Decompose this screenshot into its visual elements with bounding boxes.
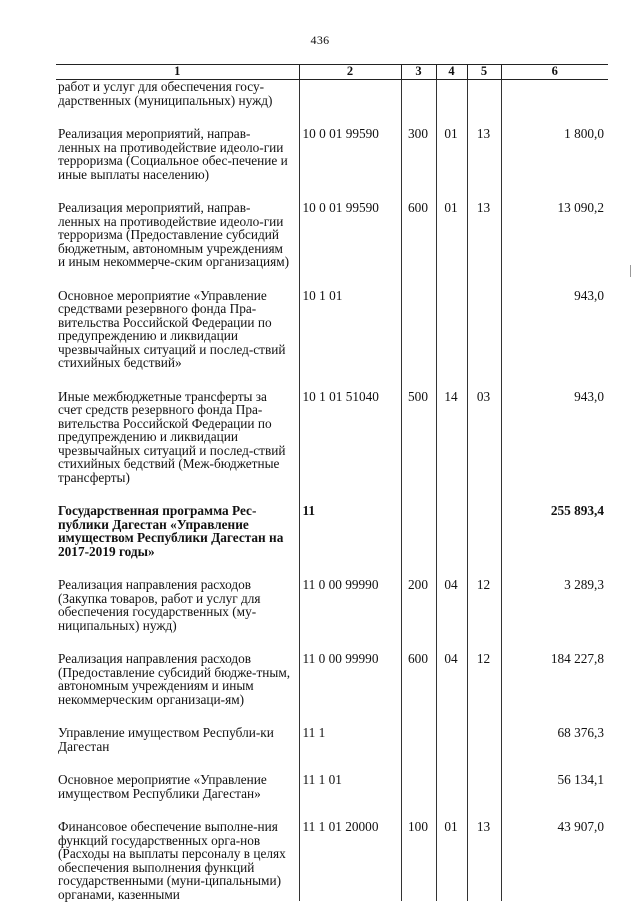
row-expense-type	[401, 504, 436, 558]
row-section: 04	[436, 578, 467, 632]
row-name: Управление имуществом Республи-ки Дагестан	[58, 725, 274, 754]
row-section	[436, 80, 467, 108]
row-amount: 943,0	[501, 390, 608, 485]
row-subsection: 13	[467, 201, 501, 269]
row-expense-type: 600	[401, 652, 436, 706]
row-name: Реализация направления расходов (Предоставление субсидий бюдже-тным, автономным учреждениям и иным некоммерческим организаци-ям)	[58, 651, 291, 707]
row-section: 04	[436, 652, 467, 706]
row-code: 11 0 00 99990	[299, 578, 401, 632]
row-amount: 3 289,3	[501, 578, 608, 632]
column-header-1: 1	[56, 65, 299, 80]
row-section	[436, 773, 467, 800]
table-row	[56, 289, 608, 370]
row-expense-type: 200	[401, 578, 436, 632]
row-subsection: 12	[467, 578, 501, 632]
row-amount: 184 227,8	[501, 652, 608, 706]
row-section: 14	[436, 390, 467, 485]
row-expense-type	[401, 726, 436, 753]
column-header-4: 4	[436, 65, 467, 80]
row-spacer	[56, 269, 608, 289]
row-subsection: 13	[467, 127, 501, 181]
page-number: 436	[310, 33, 330, 47]
row-spacer	[56, 107, 608, 127]
row-expense-type: 300	[401, 127, 436, 181]
row-name: работ и услуг для обеспечения госу-дарственных (муниципальных) нужд)	[58, 79, 273, 108]
row-spacer	[56, 484, 608, 504]
row-code: 11	[299, 504, 401, 558]
row-spacer	[56, 753, 608, 773]
column-header-6: 6	[501, 65, 608, 80]
row-code: 10 0 01 99590	[299, 127, 401, 181]
row-section: 01	[436, 127, 467, 181]
table-row	[56, 652, 608, 706]
row-code: 11 0 00 99990	[299, 652, 401, 706]
row-code: 11 1	[299, 726, 401, 753]
row-name: Иные межбюджетные трансферты за счет средств резервного фонда Пра-вительства Российской Федерации по предупреждению и ликвидации чрезвычайных ситуаций и послед-ствий стихийных бедствий (Меж-бюджетные трансферты)	[58, 388, 286, 485]
row-name: Государственная программа Рес-публики Дагестан «Управление имуществом Республики Дагестан на 2017-2019 годы»	[58, 503, 284, 559]
row-amount: 1 800,0	[501, 127, 608, 181]
table-row	[56, 726, 608, 753]
row-amount	[501, 80, 608, 108]
column-header-2: 2	[299, 65, 401, 80]
row-spacer	[56, 800, 608, 820]
table-row	[56, 201, 608, 269]
row-code: 10 0 01 99590	[299, 201, 401, 269]
row-code: 10 1 01	[299, 289, 401, 370]
row-name: Реализация мероприятий, направ-ленных на противодействие идеоло-гии терроризма (Предоставление субсидий бюджетным, автономным учреждениям и иным некоммерче-ским организациям)	[58, 200, 290, 269]
row-section: 01	[436, 201, 467, 269]
budget-table	[56, 64, 608, 901]
row-section	[436, 726, 467, 753]
row-section	[436, 289, 467, 370]
row-name: Финансовое обеспечение выполне-ния функций государственных орга-нов (Расходы на выплаты персоналу в целях обеспечения выполнения функций государственными (муни-ципальными) органами, казенными	[58, 819, 286, 902]
row-expense-type	[401, 289, 436, 370]
row-expense-type: 600	[401, 201, 436, 269]
row-code: 10 1 01 51040	[299, 390, 401, 485]
scan-edge-mark	[630, 265, 631, 277]
table-header-row	[56, 65, 608, 80]
row-section: 01	[436, 820, 467, 901]
row-name: Реализация направления расходов (Закупка товаров, работ и услуг для обеспечения государственных (му-ниципальных) нужд)	[58, 577, 261, 633]
row-spacer	[56, 181, 608, 201]
row-subsection: 13	[467, 820, 501, 901]
table-row	[56, 80, 608, 108]
row-amount: 68 376,3	[501, 726, 608, 753]
row-name: Основное мероприятие «Управление средствами резервного фонда Пра-вительства Российской Федерации по предупреждению и ликвидации чрезвычайных ситуаций и послед-ствий стихийных бедствий»	[58, 287, 286, 370]
row-spacer	[56, 706, 608, 726]
row-amount: 943,0	[501, 289, 608, 370]
row-section	[436, 504, 467, 558]
table-row	[56, 127, 608, 181]
row-code	[299, 80, 401, 108]
row-spacer	[56, 558, 608, 578]
row-subsection: 12	[467, 652, 501, 706]
row-amount: 56 134,1	[501, 773, 608, 800]
row-code: 11 1 01	[299, 773, 401, 800]
row-expense-type: 500	[401, 390, 436, 485]
table-row	[56, 504, 608, 558]
row-code: 11 1 01 20000	[299, 820, 401, 901]
table-row	[56, 578, 608, 632]
row-expense-type	[401, 773, 436, 800]
table-row	[56, 820, 608, 901]
column-header-3: 3	[401, 65, 436, 80]
row-spacer	[56, 370, 608, 390]
row-expense-type	[401, 80, 436, 108]
row-subsection	[467, 80, 501, 108]
table-row	[56, 390, 608, 485]
row-name: Реализация мероприятий, направ-ленных на противодействие идеоло-гии терроризма (Социальное обес-печение и иные выплаты населению)	[58, 126, 288, 182]
row-subsection: 03	[467, 390, 501, 485]
row-spacer	[56, 632, 608, 652]
row-expense-type: 100	[401, 820, 436, 901]
row-name: Основное мероприятие «Управление имуществом Республики Дагестан»	[58, 772, 267, 801]
row-subsection	[467, 289, 501, 370]
row-subsection	[467, 504, 501, 558]
column-header-5: 5	[467, 65, 501, 80]
row-subsection	[467, 726, 501, 753]
row-subsection	[467, 773, 501, 800]
row-amount: 13 090,2	[501, 201, 608, 269]
row-amount: 255 893,4	[501, 504, 608, 558]
row-amount: 43 907,0	[501, 820, 608, 901]
table-row	[56, 773, 608, 800]
